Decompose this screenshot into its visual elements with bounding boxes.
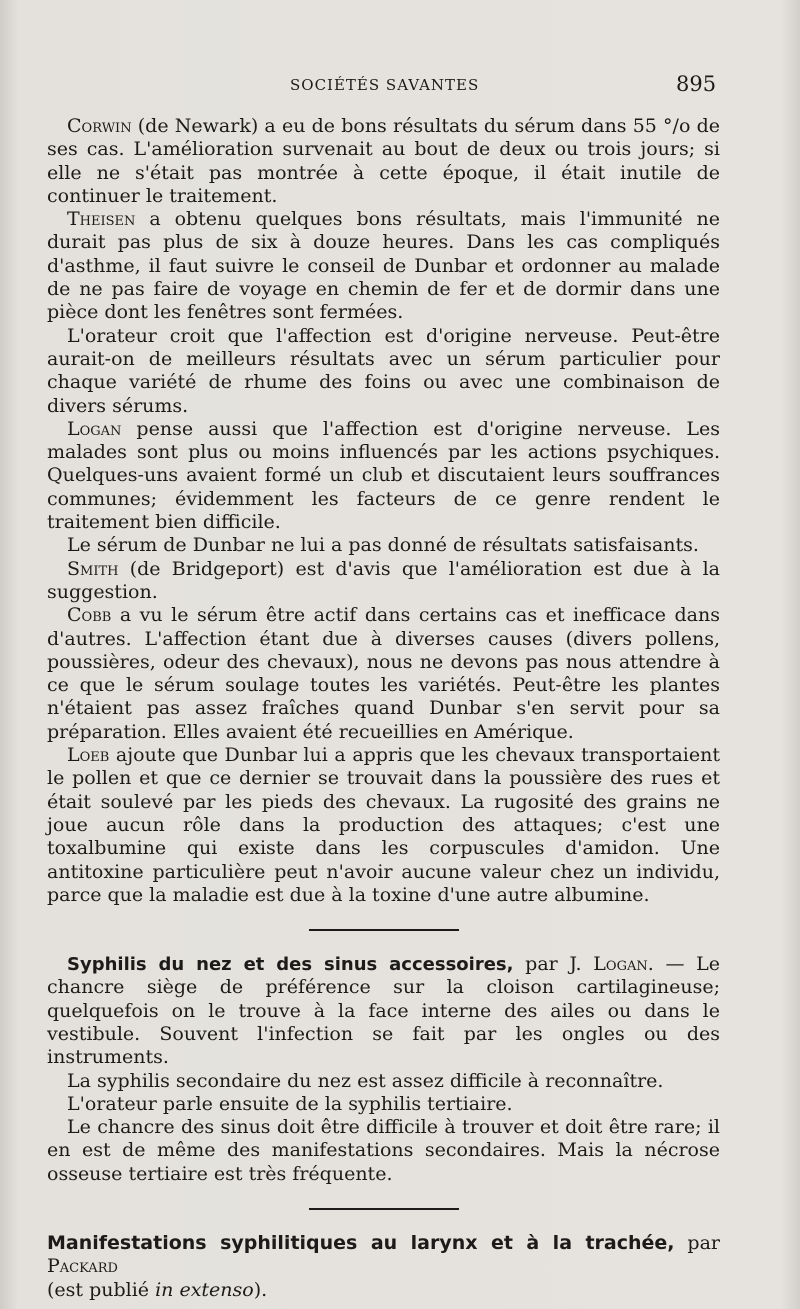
paragraph-text: a obtenu quelques bons résultats, mais l'immunité ne durait pas plus de six à douze heures. Dans les cas compliqués d'asthme, il faut suivre le conseil de Dunbar et ordonner au malade de ne pas faire de voyage en chemin de fer et de dormir dans une pièce dont les fenêtres sont fermées. [47, 208, 720, 324]
byline-text: par [674, 1232, 720, 1255]
running-head: SOCIÉTÉS SAVANTES [290, 76, 480, 94]
byline-text: par J. [513, 953, 594, 976]
author-name: Logan [67, 417, 122, 440]
paragraph-smith [47, 558, 720, 605]
author-name: Packard [47, 1255, 118, 1278]
section-divider [309, 929, 459, 931]
section-title: Syphilis du nez et des sinus accessoires, [67, 954, 514, 976]
section-title: Manifestations syphilitiques au larynx et à la trachée, [47, 1232, 675, 1255]
page-number: 895 [676, 72, 717, 96]
paragraph-text: Le sérum de Dunbar ne lui a pas donné de résultats satisfaisants. [67, 534, 699, 557]
paragraph-corwin [47, 115, 720, 208]
paragraph-syphilis-tertiaire [47, 1093, 720, 1116]
section-divider [309, 1208, 459, 1210]
author-name: Corwin [67, 115, 132, 137]
paragraph-syphilis-secondaire [47, 1070, 720, 1093]
paragraph-text: . — Le chancre siège de préférence sur la cloison cartilagineuse; quelquefois on le trouve à la face interne des ailes ou dans le vestibule. Souvent l'infection se fait par les ongles ou des instruments. [47, 953, 721, 1069]
author-name: Logan [593, 953, 648, 976]
author-name: Smith [67, 557, 119, 580]
publication-note-italic: in extenso [155, 1278, 254, 1301]
paragraph-orateur [47, 325, 720, 418]
paragraph-loeb [47, 744, 720, 907]
paragraph-cobb [47, 604, 720, 744]
paragraph-text: (de Newark) a eu de bons résultats du sérum dans 55 °/o de ses cas. L'amélioration survenait au bout de deux ou trois jours; si elle ne s'était pas montrée à cette époque, il était inutile de continuer le traitement. [47, 115, 720, 207]
page-body [47, 115, 720, 1302]
section-larynx-trachee [47, 1232, 720, 1302]
paragraph-text: (de Bridgeport) est d'avis que l'amélioration est due à la suggestion. [47, 557, 720, 603]
paragraph-text: a vu le sérum être actif dans certains cas et inefficace dans d'autres. L'affection étant due à diverses causes (divers pollens, poussières, odeur des chevaux), nous ne devons pas nous attendre à ce que le sérum soulage toutes les variétés. Peut-être les plantes n'étaient pas assez fraîches quand Dunbar s'en servit pour sa préparation. Elles avaient été recueillies en Amérique. [47, 604, 720, 743]
paragraph-text: pense aussi que l'affection est d'origine nerveuse. Les malades sont plus ou moins influencés par les actions psychiques. Quelques-uns avaient formé un club et discutaient leurs souffrances communes; évidemment les facteurs de ce genre rendent le traitement bien difficile. [47, 417, 720, 534]
publication-note-close: ). [253, 1278, 268, 1301]
paragraph-text: Le chancre des sinus doit être difficile à trouver et doit être rare; il en est de même des manifestations secondaires. Mais la nécrose osseuse tertiaire est très fréquente. [47, 1116, 720, 1185]
author-name: Loeb [67, 744, 110, 767]
paragraph-text: L'orateur croit que l'affection est d'origine nerveuse. Peut-être aurait-on de meilleurs résultats avec un sérum particulier pour chaque variété de rhume des foins ou avec une combinaison de divers sérums. [47, 324, 720, 417]
section-syphilis-nez [47, 953, 720, 1069]
paragraph-text: L'orateur parle ensuite de la syphilis tertiaire. [67, 1092, 513, 1115]
paragraph-dunbar-serum [47, 534, 720, 557]
publication-note: (est publié [47, 1278, 156, 1301]
paragraph-logan [47, 418, 720, 534]
paragraph-theisen [47, 208, 720, 324]
author-name: Cobb [67, 604, 112, 627]
paragraph-chancre-sinus [47, 1116, 720, 1186]
paragraph-text: La syphilis secondaire du nez est assez difficile à reconnaître. [67, 1069, 664, 1092]
paragraph-text: ajoute que Dunbar lui a appris que les chevaux transportaient le pollen et que ce dernier se trouvait dans la poussière des rues et était soulevé par les pieds des chevaux. La rugosité des grains ne joue aucun rôle dans la production des attaques; c'est une toxalbumine qui existe dans les corpuscules d'amidon. Une antitoxine particulière peut n'avoir aucune valeur chez un individu, parce que la maladie est due à la toxine d'une autre albumine. [47, 744, 720, 906]
page-header [0, 68, 800, 108]
author-name: Theisen [67, 208, 136, 231]
